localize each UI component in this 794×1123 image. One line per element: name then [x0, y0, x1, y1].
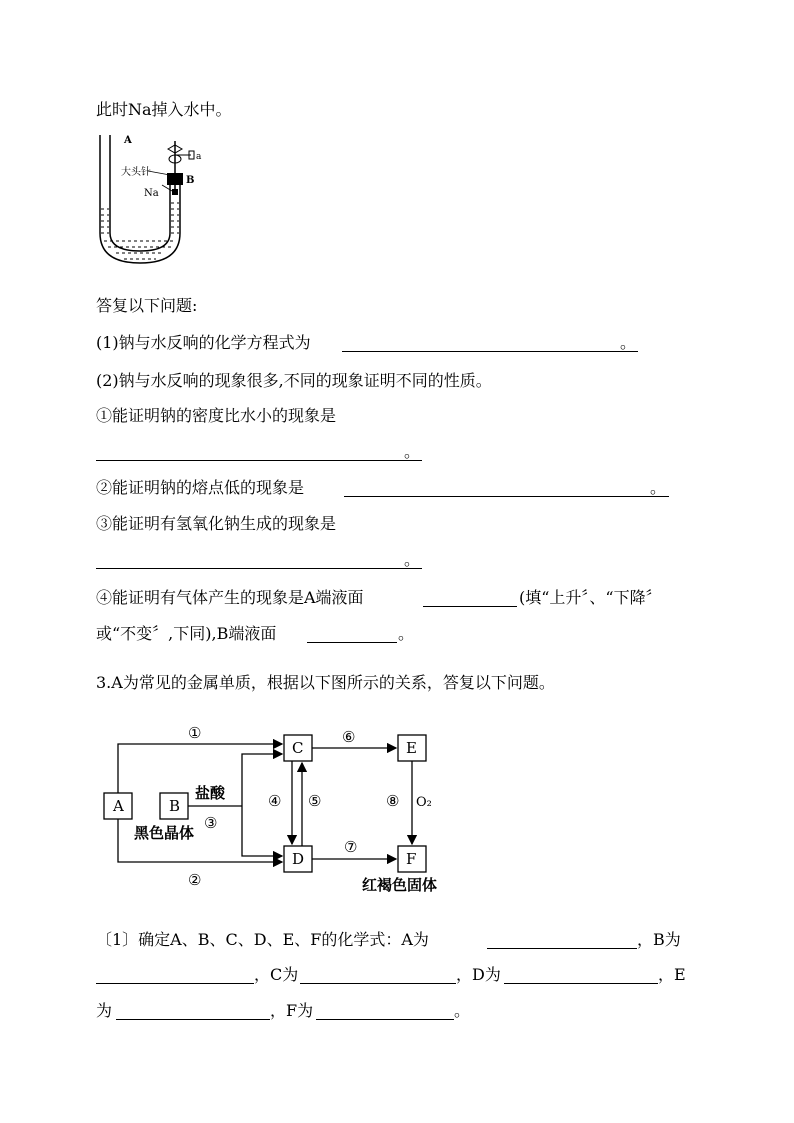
- label-b-end: B: [186, 175, 195, 186]
- q2-2-answer-blank[interactable]: [344, 496, 669, 497]
- q3-text: 3.A为常见的金属单质，根据以下图所示的关系，答复以下问题。: [96, 673, 555, 692]
- q2-4-paren: (填“上升〞、“下降〞: [519, 588, 662, 607]
- arrow-label-7: ⑦: [344, 838, 358, 856]
- q2-4-line2: 或“不变〞,下同),B端液面: [96, 624, 277, 643]
- q3-1-b-blank[interactable]: [96, 983, 254, 984]
- q3-1-end: 。: [454, 1001, 471, 1020]
- q3-1-b-label: ，B为: [637, 930, 681, 949]
- box-b-label: B: [169, 797, 181, 815]
- label-na: Na: [144, 188, 159, 199]
- flow-diagram: [96, 718, 456, 898]
- q2-1-end: 。: [404, 442, 421, 461]
- box-f-label: F: [406, 850, 417, 868]
- q3-1-c-label: ，C为: [254, 965, 299, 984]
- q3-1-line3: 为: [96, 1001, 113, 1020]
- q1-answer-blank[interactable]: [342, 351, 638, 352]
- q2-3-text: ③能证明有氢氧化钠生成的现象是: [96, 514, 337, 533]
- label-pin: 大头针: [121, 167, 151, 178]
- q3-1-d-label: ，D为: [456, 965, 501, 984]
- q3-1-a-blank[interactable]: [487, 948, 637, 949]
- box-e-label: E: [406, 739, 417, 757]
- q3-1-f-blank[interactable]: [316, 1019, 454, 1020]
- q3-1-f-label: ，F为: [270, 1001, 314, 1020]
- q3-1-e-blank[interactable]: [116, 1019, 270, 1020]
- note-b-black-crystal: 黑色晶体: [134, 824, 195, 842]
- arrow-label-3: ③: [204, 814, 218, 832]
- q2-4-text: ④能证明有气体产生的现象是A端液面: [96, 588, 364, 607]
- reagent-hcl: 盐酸: [195, 784, 226, 802]
- arrow-label-1: ①: [188, 724, 202, 742]
- q3-1-d-blank[interactable]: [504, 983, 658, 984]
- label-a-end: A: [124, 135, 132, 146]
- label-valve-a: a: [196, 152, 202, 162]
- q3-1-e-label: ，E: [658, 965, 686, 984]
- arrow-label-8: ⑧: [386, 792, 400, 810]
- q2-4-a-blank[interactable]: [423, 606, 517, 607]
- box-a-label: A: [113, 797, 124, 815]
- note-f-red-brown-solid: 红褐色固体: [362, 876, 438, 894]
- q2-3-end: 。: [404, 550, 421, 569]
- answer-prompt: 答复以下问题:: [96, 296, 198, 315]
- u-tube-figure: [96, 133, 216, 270]
- q2-2-end: 。: [650, 478, 667, 497]
- q2-1-text: ①能证明钠的密度比水小的现象是: [96, 406, 337, 425]
- arrow-label-4: ④: [268, 792, 282, 810]
- q2-3-answer-blank[interactable]: [96, 568, 422, 569]
- arrow-label-6: ⑥: [342, 728, 356, 746]
- arrow-label-5: ⑤: [308, 792, 322, 810]
- box-d-label: D: [292, 850, 305, 868]
- q3-1-line1: 〔1〕确定A、B、C、D、E、F的化学式：A为: [96, 930, 429, 949]
- intro-line: 此时Na掉入水中。: [96, 100, 232, 119]
- q3-1-c-blank[interactable]: [300, 983, 456, 984]
- q1-end: 。: [620, 333, 637, 352]
- box-c-label: C: [292, 739, 304, 757]
- q2-2-text: ②能证明钠的熔点低的现象是: [96, 478, 305, 497]
- q2-1-answer-blank[interactable]: [96, 460, 422, 461]
- q2-4-b-blank[interactable]: [307, 642, 397, 643]
- q2-text: (2)钠与水反响的现象很多,不同的现象证明不同的性质。: [96, 371, 492, 390]
- q1-text: (1)钠与水反响的化学方程式为: [96, 333, 311, 352]
- reagent-o2: O₂: [416, 795, 432, 810]
- arrow-label-2: ②: [188, 871, 202, 889]
- q2-4-end: 。: [398, 624, 415, 643]
